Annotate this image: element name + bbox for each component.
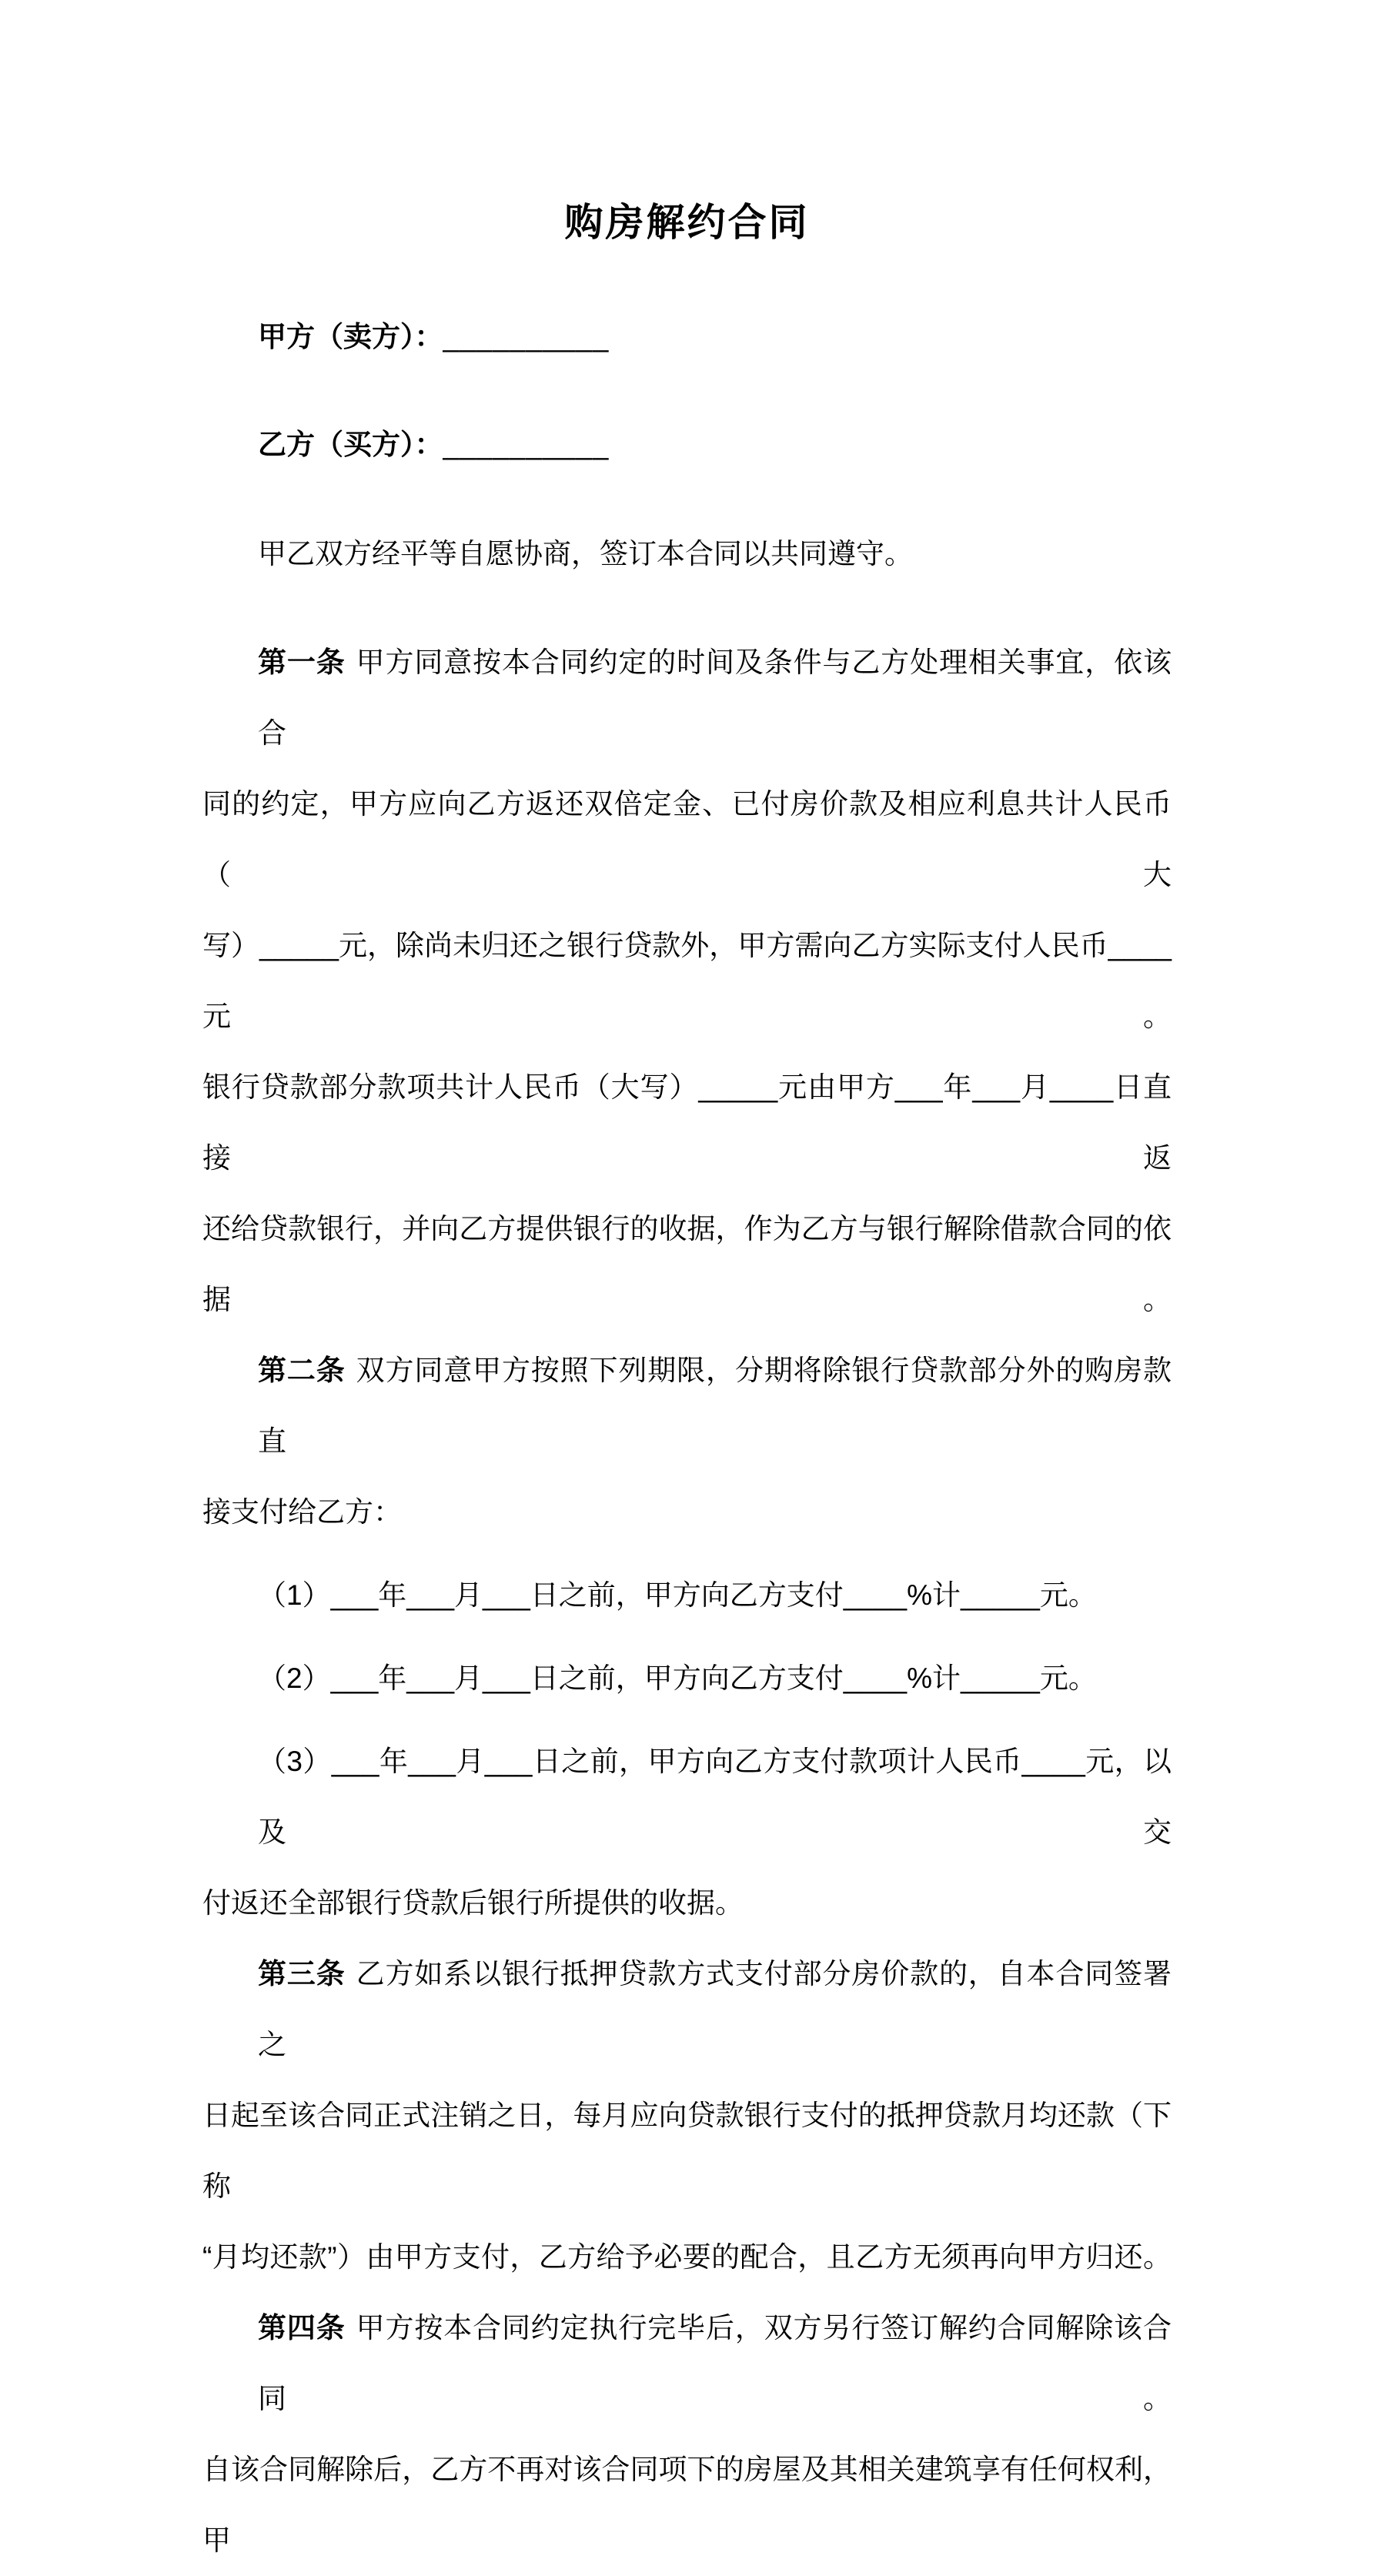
clause-text: “月均还款”）由甲方支付，乙方给予必要的配合，且乙方无须再向甲方归还。 [202,2241,1172,2273]
payment-item-3-cont [202,1868,1172,1939]
clause-2-line [202,1477,1172,1548]
payment-item-1 [202,1560,1172,1631]
clause-1-line [202,627,1172,769]
clause-text: 甲方按本合同约定执行完毕后，双方另行签订解约合同解除该合同。 [258,2312,1172,2414]
clause-2-line [202,1335,1172,1477]
clause-1-heading: 第一条 [258,647,346,678]
payment-item-3 [202,1726,1172,1868]
clause-text: 银行贷款部分款项共计人民币（大写）_____元由甲方___年___月____日直接返 [202,1071,1172,1174]
clause-1-line [202,910,1172,1052]
clause-text: 甲方同意按本合同约定的时间及条件与乙方处理相关事宜，依该合 [258,647,1172,749]
clause-1-line [202,1052,1172,1194]
clause-text: 日起至该合同正式注销之日，每月应向贷款银行支付的抵押贷款月均还款（下称 [202,2100,1172,2202]
clause-4-line [202,2434,1172,2576]
clause-1-line [202,1194,1172,1335]
party-a-label: 甲方（卖方）： [258,321,443,352]
party-b-line [202,428,1172,462]
clause-3-line [202,2080,1172,2222]
clause-text: 还给贷款银行，并向乙方提供银行的收据，作为乙方与银行解除借款合同的依据。 [202,1213,1172,1315]
party-a-blank-field: __________ [443,321,610,352]
party-b-blank-field: __________ [443,429,610,460]
clause-text: 接支付给乙方： [202,1496,402,1528]
party-a-line [202,320,1172,354]
payment-item-2 [202,1643,1172,1714]
clause-text: （3）___年___月___日之前，甲方向乙方支付款项计人民币____元，以及交 [258,1746,1172,1848]
clause-text: 写）_____元，除尚未归还之银行贷款外，甲方需向乙方实际支付人民币____元。 [202,930,1172,1032]
clause-4-line [202,2293,1172,2434]
clause-1-line [202,769,1172,910]
clause-text: 自该合同解除后，乙方不再对该合同项下的房屋及其相关建筑享有任何权利，甲 [202,2454,1172,2556]
clause-text: （1）___年___月___日之前，甲方向乙方支付____%计_____元。 [258,1579,1097,1611]
clause-text: 付返还全部银行贷款后银行所提供的收据。 [202,1887,744,1919]
clause-3-heading: 第三条 [258,1958,346,1990]
clause-3-line [202,1939,1172,2080]
clause-text: 乙方如系以银行抵押贷款方式支付部分房价款的，自本合同签署之 [258,1958,1172,2060]
clause-4-heading: 第四条 [258,2312,346,2344]
clause-2-heading: 第二条 [258,1355,346,1386]
clause-3-line [202,2222,1172,2293]
contract-body [202,627,1172,2576]
clause-text: 双方同意甲方按照下列期限，分期将除银行贷款部分外的购房款直 [258,1355,1172,1457]
clause-text: （2）___年___月___日之前，甲方向乙方支付____%计_____元。 [258,1662,1097,1694]
document-title: 购房解约合同 [564,201,810,244]
party-b-label: 乙方（买方）： [258,429,443,460]
clause-text: 同的约定，甲方应向乙方返还双倍定金、已付房价款及相应利息共计人民币（大 [202,788,1172,890]
preamble-text: 甲乙双方经平等自愿协商，签订本合同以共同遵守。 [258,538,913,570]
